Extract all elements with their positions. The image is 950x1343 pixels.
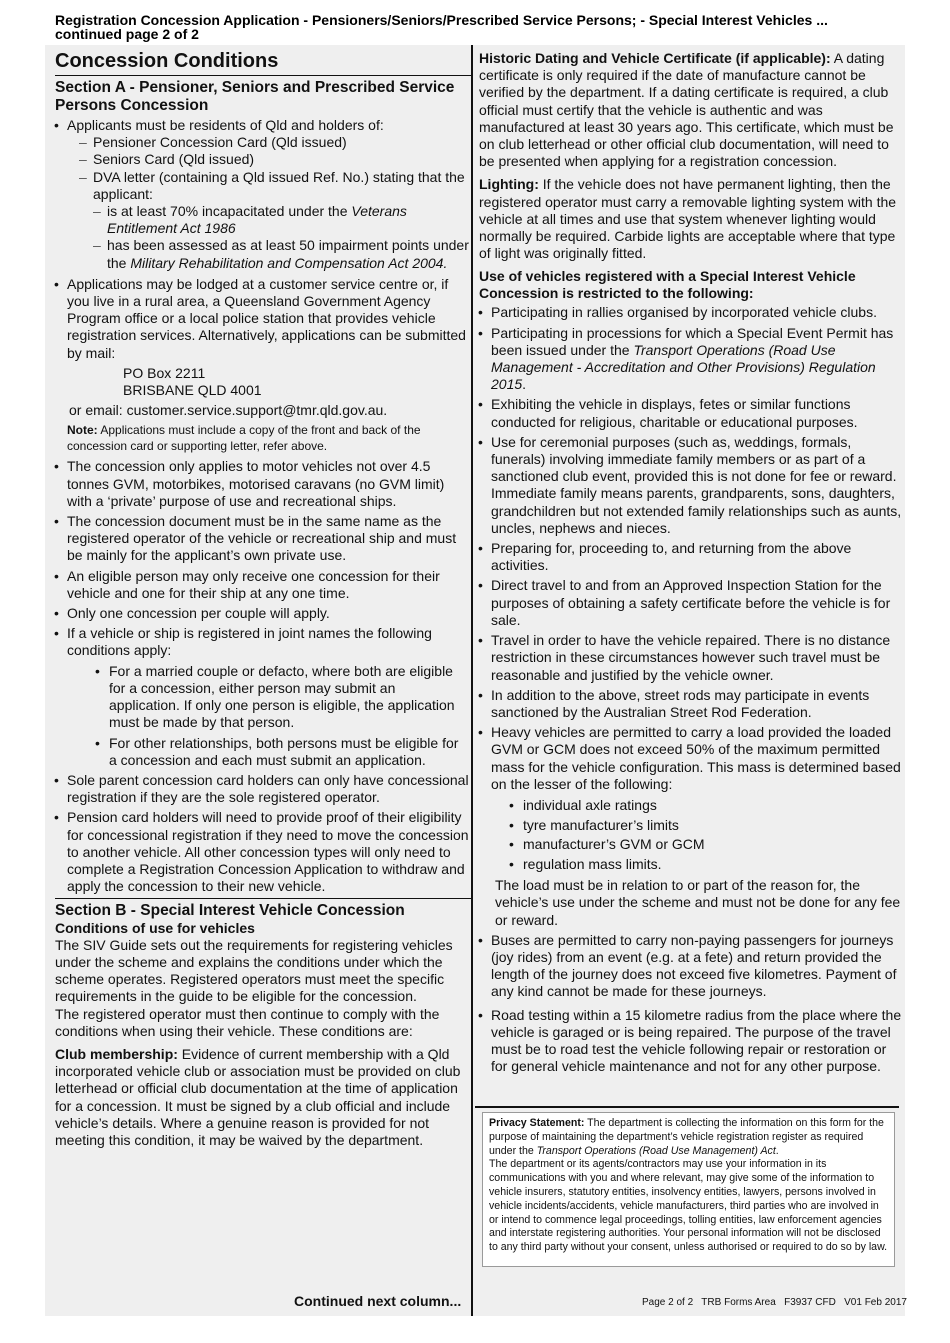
list-item — [93, 203, 469, 237]
list-item: • Sole parent concession card holders can only have concessional registration if they are the sole registered operator. — [55, 772, 469, 806]
list-item: • tyre manufacturer’s limits — [509, 817, 905, 834]
list-item: • Use for ceremonial purposes (such as, weddings, formals, funerals) involving immediate family members or as part of a sanctioned club event, provided this is not done for fee or reward. Immediate family means parents, grandparents, sons, daughters, grandchildren but not extended family relationships such as aunts, uncles, nephews and nieces. — [479, 434, 905, 537]
load-note: The load must be in relation to or part of the reason for, the vehicle’s use under the scheme and must not be done for any fee or reward. — [495, 877, 901, 928]
privacy-text1: The department is collecting the information on this form for the purpose of maintaining the department’s vehicle registration register as required under the — [489, 1117, 884, 1157]
list-item — [79, 169, 469, 272]
dva-text: DVA letter (containing a Qld issued Ref. No.) stating that the applicant: — [93, 168, 465, 202]
privacy-text3: The department or its agents/contractors may use your information in its communications with you and where relevant, may give some of the information to vehicle insurers, statutory entities, insolvency entities, lawyers, persons involved in vehicle incidents/accidents, vehicle manufacturers, third parties who are involved in or intend to commence legal proceedings, tolling entities, law enforcement agencies and interstate registering authorities. Your personal information will not be disclosed to any third party without your consent, unless authorised or required to do so by law. — [489, 1158, 888, 1254]
section-b-rule — [55, 898, 472, 899]
list-item: • regulation mass limits. — [509, 856, 905, 873]
list-item — [479, 724, 905, 929]
privacy-label: Privacy Statement: — [489, 1117, 585, 1129]
lighting-label: Lighting: — [479, 176, 539, 193]
list-item: • Only one concession per couple will apply. — [55, 605, 469, 622]
list-item: • Direct travel to and from an Approved Inspection Station for the purposes of obtaining a safety certificate before the vehicle is for sale. — [479, 577, 905, 629]
list-item: • manufacturer’s GVM or GCM — [509, 836, 905, 853]
section-b-intro2: The registered operator must then continue to comply with the conditions when using their vehicle. These conditions are: — [55, 1005, 440, 1039]
list-item: • Participating in rallies organised by incorporated vehicle clubs. — [479, 304, 905, 321]
u2-end: . — [522, 376, 527, 393]
privacy-text2: . — [775, 1144, 779, 1157]
po-box: PO Box 2211 — [123, 364, 206, 381]
use-list — [479, 304, 905, 1075]
list-item — [55, 276, 469, 399]
joint-list — [95, 663, 469, 769]
list-item — [93, 237, 469, 271]
privacy-statement — [482, 1112, 895, 1267]
list-item — [55, 117, 469, 272]
lodged-text: Applications may be lodged at a customer service centre or, if you live in a rural area, a Queensland Government Agency Program office or a local police station that provides vehicle registration services. Alternatively, applications can be submitted by mail: — [67, 275, 466, 361]
list-item: • An eligible person may only receive one concession for their vehicle and one for their ship at any one time. — [55, 568, 469, 602]
ratings-list — [509, 797, 905, 873]
list-item: • In addition to the above, street rods may participate in events sanctioned by the Australian Street Rod Federation. — [479, 687, 905, 721]
dva-b-text: has been assessed as at least 50 impairment points under the — [107, 237, 469, 271]
list-item: • Travel in order to have the vehicle repaired. There is no distance restriction in these circumstances however such travel must be reasonable and justified by the vehicle owner. — [479, 632, 905, 684]
list-item: • Road testing within a 15 kilometre radius from the place where the vehicle is garaged or is being repaired. The purpose of the travel must be to road test the vehicle following repair or restoration or for general vehicle maintenance and not for any other purpose. — [479, 1007, 905, 1076]
dva-a-text: is at least 70% incapacitated under the — [107, 203, 352, 220]
note — [55, 422, 469, 454]
note-label: Note: — [67, 423, 98, 438]
section-a-heading: Section A - Pensioner, Seniors and Prescribed Service Persons Concession — [55, 79, 455, 114]
privacy-rule — [475, 1106, 899, 1108]
list-item: • Pension card holders will need to provide proof of their eligibility for concessional registration if they need to move the concession to another vehicle. All other concession types will only need to complete a Registration Concession Application to withdraw and apply the concession to their new vehicle. — [55, 809, 469, 895]
list-item: • The concession only applies to motor vehicles not over 4.5 tonnes GVM, motorbikes, motorised caravans (no GVM limit) with a ‘private’ purpose of use and recreational ships. — [55, 458, 469, 510]
left-column — [55, 47, 469, 1155]
historic-text: A dating certificate is only required if the date of manufacture cannot be verified by the department. If a dating certificate is required, a club official must certify that the vehicle is authentic and was manufactured at least 30 years ago. This certificate, which must be on club letterhead or other official club documentation, will need to be presented when applying for a registration concession. — [479, 50, 894, 170]
historic-label: Historic Dating and Vehicle Certificate (if applicable): — [479, 50, 831, 66]
page-header — [55, 13, 915, 41]
u2-text: Participating in processions for which a Special Event Permit has been issued under the — [491, 324, 894, 358]
list-item: • Preparing for, proceeding to, and returning from the above activities. — [479, 540, 905, 574]
section-a-conditions — [55, 458, 469, 895]
page-title: Concession Conditions — [55, 50, 279, 72]
list-item: • For a married couple or defacto, where both are eligible for a concession, either person may submit an application. If only one person is eligible, the application must be made by that person. — [95, 663, 469, 732]
city: BRISBANE QLD 4001 — [123, 382, 262, 399]
club-label: Club membership: — [55, 1046, 178, 1063]
note-text: Applications must include a copy of the front and back of the concession card or supporting letter, refer above. — [67, 423, 421, 454]
list-item — [55, 625, 469, 769]
section-b-heading: Section B - Special Interest Vehicle Concession — [55, 902, 405, 920]
list-item: • The concession document must be in the same name as the registered operator of the vehicle or recreational ship and must be mainly for the applicant’s own private use. — [55, 513, 469, 565]
u2-act: Transport Operations (Road Use Management - Accreditation and Other Provisions) Regulation 2015 — [491, 341, 876, 393]
page-footer: Page 2 of 2 TRB Forms Area F3937 CFD V01 Feb 2017 — [642, 1297, 907, 1308]
header-subtitle: continued page 2 of 2 — [55, 26, 199, 42]
title-rule — [55, 75, 472, 76]
section-a-list — [55, 117, 469, 399]
club-membership — [55, 1046, 469, 1149]
list-item: • individual axle ratings — [509, 797, 905, 814]
card-list — [79, 134, 469, 272]
dva-a-act: Veterans Entitlement Act 1986 — [107, 203, 407, 237]
email-text: or email: customer.service.support@tmr.qld.gov.au. — [69, 402, 388, 419]
dva-list — [93, 203, 469, 272]
list-item: • For other relationships, both persons must be eligible for a concession and each must submit an application. — [95, 735, 469, 769]
list-item: – Seniors Card (Qld issued) — [79, 151, 469, 168]
column-divider — [471, 45, 473, 1316]
list-item: • Exhibiting the vehicle in displays, fetes or similar functions conducted for religious, charitable or educational purposes. — [479, 396, 905, 430]
privacy-act: Transport Operations (Road Use Management) Act — [536, 1144, 776, 1157]
section-b-subheading: Conditions of use for vehicles — [55, 919, 255, 936]
list-item — [479, 325, 905, 394]
list-item: • Buses are permitted to carry non-paying passengers for journeys (joy rides) from an event (e.g. at a fete) and return provided the length of the journey does not exceed five kilometres. Payment of any kind cannot be made for these journeys. — [479, 932, 905, 1001]
joint-text: If a vehicle or ship is registered in joint names the following conditions apply: — [67, 625, 432, 659]
section-b-intro: The SIV Guide sets out the requirements for registering vehicles under the scheme and explains the conditions under which the scheme operates. Registered operators must meet the specific requirements in the guide to be eligible for the concession. — [55, 936, 453, 1005]
residents-text: Applicants must be residents of Qld and holders of: — [67, 117, 384, 133]
historic-paragraph — [479, 50, 905, 170]
u9-text: Heavy vehicles are permitted to carry a load provided the loaded GVM or GCM does not exceed 50% of the maximum permitted mass for the vehicle configuration. This mass is determined based on the lesser of the following: — [491, 724, 901, 792]
header-title: Registration Concession Application - Pensioners/Seniors/Prescribed Service Persons; - Special Interest Vehicles ... — [55, 12, 828, 28]
right-column — [479, 50, 905, 1078]
dva-b-act: Military Rehabilitation and Compensation Act 2004. — [130, 254, 448, 271]
mail-address — [67, 365, 469, 399]
list-item: – Pensioner Concession Card (Qld issued) — [79, 134, 469, 151]
club-text: Evidence of current membership with a Qld incorporated vehicle club or association must be provided on club letterhead or official club documentation at the time of application for a concession. It must be signed by a club official and include vehicle’s details. Where a genuine reason is provided for not meeting this condition, it may be waived by the department. — [55, 1046, 461, 1149]
use-heading: Use of vehicles registered with a Special Interest Vehicle Concession is restricted to the following: — [479, 268, 856, 302]
lighting-paragraph — [479, 176, 905, 262]
lighting-text: If the vehicle does not have permanent lighting, then the registered operator must carry a removable lighting system with the vehicle at all times and use that system whenever lighting would normally be required. Carbide lights are acceptable where that type of light was originally fitted. — [479, 176, 897, 262]
continued-note: Continued next column... — [294, 1293, 462, 1309]
